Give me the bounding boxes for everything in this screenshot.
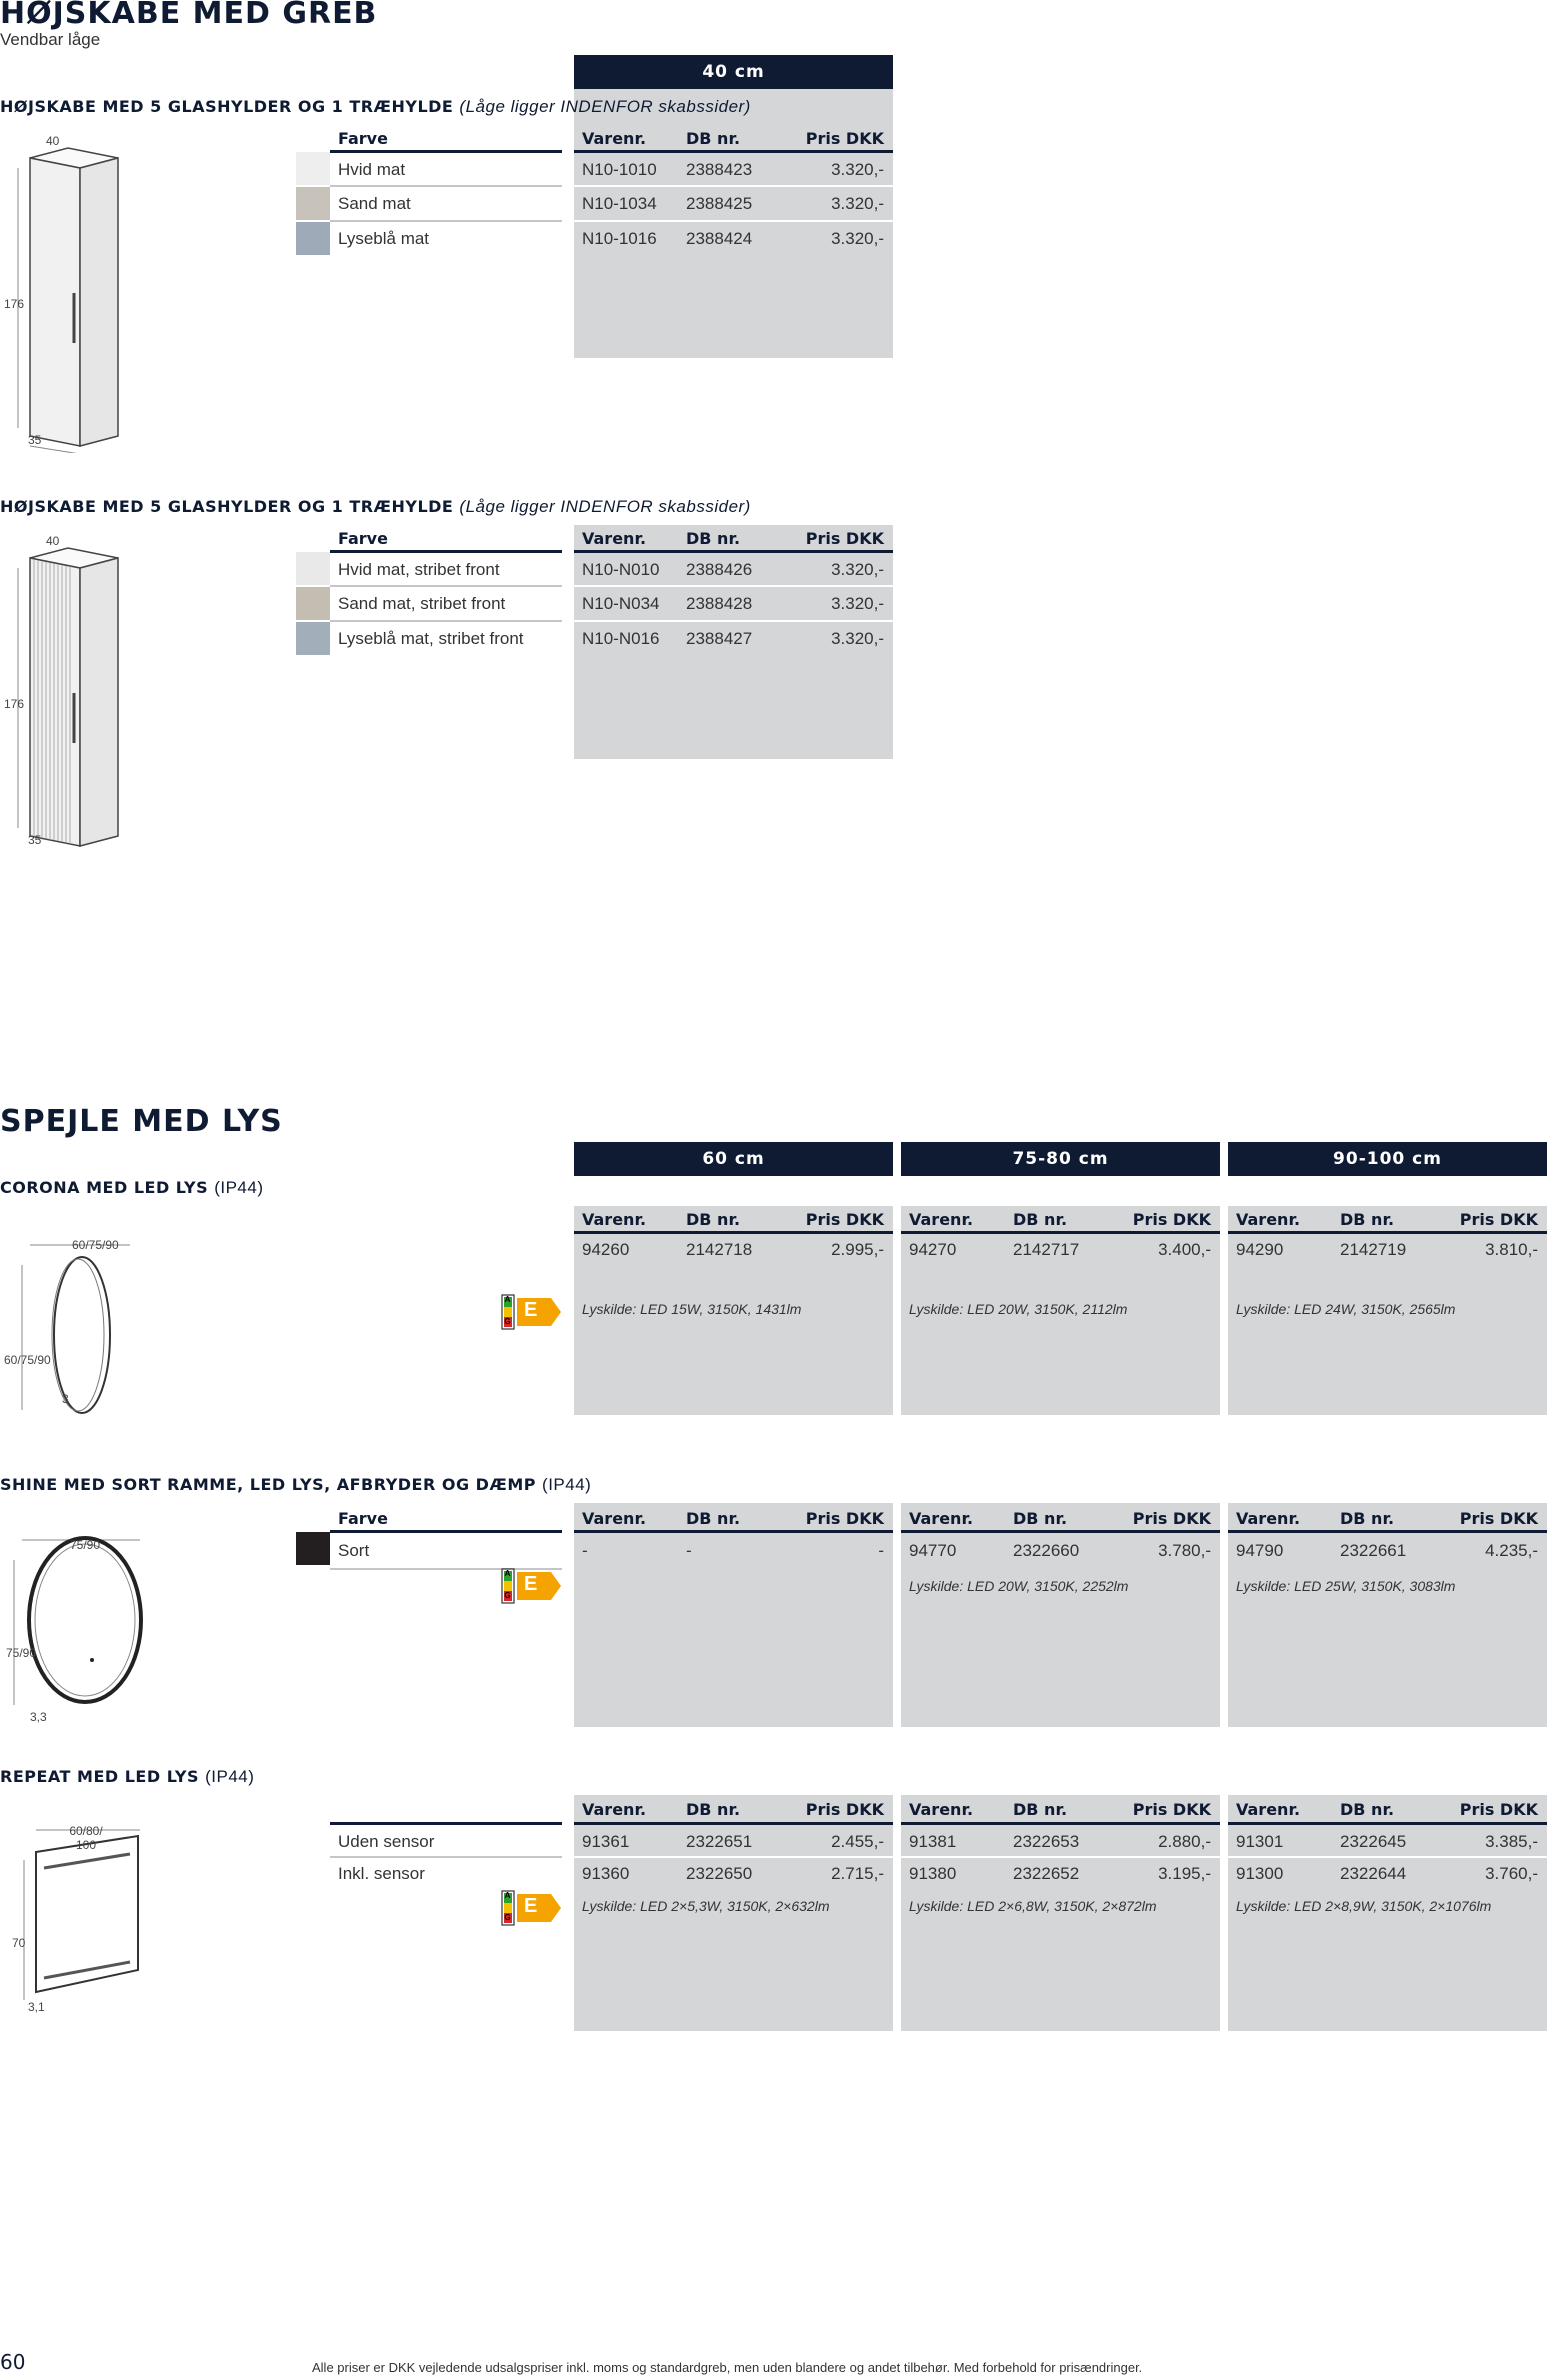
divider — [1228, 1530, 1547, 1533]
divider — [1228, 1822, 1547, 1825]
row-label: Inkl. sensor — [338, 1864, 425, 1883]
table-cell: 4.235,- — [1485, 1541, 1538, 1560]
col-header-varenr: Varenr. — [1236, 1800, 1301, 1819]
table-cell: 94270 — [909, 1240, 957, 1259]
table-cell: 94260 — [582, 1240, 630, 1259]
cabinet-drawing — [0, 128, 130, 453]
price-column-bg — [574, 1503, 893, 1727]
table-cell: 91381 — [909, 1832, 957, 1851]
dim-height: 176 — [4, 297, 25, 311]
table-cell: Hvid mat — [338, 160, 406, 179]
section-title-text: HØJSKABE MED 5 GLASHYLDER OG 1 TRÆHYLDE — [0, 497, 454, 516]
col-header-varenr: Varenr. — [582, 129, 647, 148]
table-cell: 3.400,- — [1158, 1240, 1211, 1259]
table-cell: 2388428 — [686, 594, 753, 613]
divider — [574, 220, 893, 222]
divider — [330, 620, 562, 622]
energy-scale-top: A — [504, 1891, 511, 1900]
table-cell: N10-1010 — [582, 160, 657, 179]
dim-height: 75/90 — [6, 1646, 37, 1660]
col-header-dbnr: DB nr. — [686, 1800, 741, 1819]
table-cell: 3.320,- — [831, 160, 884, 179]
round-mirror-drawing — [0, 1225, 140, 1415]
table-cell: - — [686, 1541, 692, 1560]
section-title-text: HØJSKABE MED 5 GLASHYLDER OG 1 TRÆHYLDE — [0, 97, 454, 116]
col-header-varenr: Varenr. — [909, 1210, 974, 1229]
table-cell: N10-1034 — [582, 194, 657, 213]
dim-depth: 35 — [28, 833, 42, 847]
divider — [901, 1231, 1220, 1234]
table-cell: 3.810,- — [1485, 1240, 1538, 1259]
col-header-dbnr: DB nr. — [686, 529, 741, 548]
table-cell: 2322661 — [1340, 1541, 1407, 1560]
table-cell: 91300 — [1236, 1864, 1284, 1883]
divider — [330, 150, 562, 153]
table-cell: 2388423 — [686, 160, 753, 179]
energy-scale-bottom: G — [504, 1591, 511, 1600]
dim-height: 176 — [4, 697, 25, 711]
table-cell: 94770 — [909, 1541, 957, 1560]
price-column-bg — [901, 1503, 1220, 1727]
col-header-dbnr: DB nr. — [1013, 1800, 1068, 1819]
divider — [574, 620, 893, 622]
col-header-pris: Pris DKK — [1132, 1800, 1211, 1819]
dim-height: 60/75/90 — [4, 1353, 51, 1367]
table-cell: N10-N034 — [582, 594, 660, 613]
table-cell: 3.320,- — [831, 594, 884, 613]
table-cell: 91380 — [909, 1864, 957, 1883]
table-cell: 3.780,- — [1158, 1541, 1211, 1560]
col-header-farve: Farve — [338, 529, 388, 548]
dim-diameter: 75/90 — [70, 1538, 101, 1552]
table-cell: 2388425 — [686, 194, 753, 213]
table-cell: N10-1016 — [582, 229, 657, 248]
section-title — [0, 497, 751, 517]
table-cell: 3.320,- — [831, 229, 884, 248]
table-cell: 2388424 — [686, 229, 753, 248]
col-header-dbnr: DB nr. — [1340, 1800, 1395, 1819]
energy-class: E — [524, 1573, 538, 1595]
table-cell: - — [582, 1541, 588, 1560]
table-cell: Sort — [338, 1541, 370, 1560]
table-cell: 2322650 — [686, 1864, 753, 1883]
section-title-text: CORONA MED LED LYS — [0, 1178, 209, 1197]
col-header-pris: Pris DKK — [1132, 1509, 1211, 1528]
dim-depth: 3,1 — [28, 2000, 45, 2014]
size-band-90-100cm: 90-100 cm — [1228, 1142, 1547, 1176]
table-cell: 2142718 — [686, 1240, 753, 1259]
col-header-pris: Pris DKK — [805, 1800, 884, 1819]
table-cell: 2322652 — [1013, 1864, 1080, 1883]
color-swatch-sort — [296, 1532, 330, 1565]
table-cell: 3.760,- — [1485, 1864, 1538, 1883]
dim-depth: 35 — [28, 433, 42, 447]
divider — [901, 1822, 1220, 1825]
table-cell: 2322644 — [1340, 1864, 1407, 1883]
divider — [330, 1530, 562, 1533]
table-cell: 2.715,- — [831, 1864, 884, 1883]
size-band-60cm: 60 cm — [574, 1142, 893, 1176]
ip-rating: (IP44) — [542, 1475, 592, 1494]
table-cell: Lyseblå mat — [338, 229, 430, 248]
col-header-varenr: Varenr. — [582, 1509, 647, 1528]
section-heading-mirrors: SPEJLE MED LYS — [0, 1104, 283, 1139]
section-title-text: SHINE MED SORT RAMME, LED LYS, AFBRYDER OG DÆMP — [0, 1475, 536, 1494]
table-cell: Sand mat, stribet front — [338, 594, 506, 613]
color-swatch-hvid — [296, 152, 330, 185]
section-title-text: REPEAT MED LED LYS — [0, 1767, 200, 1786]
col-header-varenr: Varenr. — [909, 1509, 974, 1528]
dim-depth: 3 — [62, 1392, 69, 1406]
divider — [330, 185, 562, 187]
table-cell: 2388426 — [686, 560, 753, 579]
col-header-varenr: Varenr. — [582, 529, 647, 548]
color-swatch-sand — [296, 187, 330, 220]
col-header-dbnr: DB nr. — [1013, 1509, 1068, 1528]
col-header-farve: Farve — [338, 1509, 388, 1528]
divider — [1228, 1231, 1547, 1234]
table-cell: 3.195,- — [1158, 1864, 1211, 1883]
section-title — [0, 1178, 263, 1198]
divider — [574, 550, 893, 553]
table-cell: N10-N010 — [582, 560, 660, 579]
divider — [330, 1856, 562, 1858]
section-title — [0, 97, 751, 117]
table-cell: 2322660 — [1013, 1541, 1080, 1560]
table-cell: 91301 — [1236, 1832, 1284, 1851]
light-source: Lyskilde: LED 24W, 3150K, 2565lm — [1236, 1301, 1456, 1317]
col-header-pris: Pris DKK — [1459, 1509, 1538, 1528]
section-note: (Låge ligger INDENFOR skabssider) — [459, 497, 751, 516]
size-band-75-80cm: 75-80 cm — [901, 1142, 1220, 1176]
col-header-pris: Pris DKK — [805, 1210, 884, 1229]
light-source: Lyskilde: LED 20W, 3150K, 2112lm — [909, 1301, 1128, 1317]
table-cell: Hvid mat, stribet front — [338, 560, 500, 579]
divider — [330, 1822, 562, 1825]
table-cell: 91361 — [582, 1832, 630, 1851]
row-label: Uden sensor — [338, 1832, 435, 1851]
footer-disclaimer: Alle priser er DKK vejledende udsalgspriser inkl. moms og standardgreb, men uden blandere og andet tilbehør. Med forbehold for prisændringer. — [312, 2360, 1143, 2375]
table-cell: 2142719 — [1340, 1240, 1407, 1259]
section-title — [0, 1475, 591, 1495]
ip-rating: (IP44) — [205, 1767, 255, 1786]
light-source: Lyskilde: LED 15W, 3150K, 1431lm — [582, 1301, 802, 1317]
color-swatch-sand-stribet — [296, 587, 330, 620]
table-cell: N10-N016 — [582, 629, 660, 648]
col-header-pris: Pris DKK — [1132, 1210, 1211, 1229]
light-source: Lyskilde: LED 25W, 3150K, 3083lm — [1236, 1578, 1456, 1594]
col-header-dbnr: DB nr. — [1340, 1210, 1395, 1229]
divider — [574, 1530, 893, 1533]
col-header-dbnr: DB nr. — [686, 129, 741, 148]
col-header-dbnr: DB nr. — [686, 1509, 741, 1528]
energy-scale-top: A — [504, 1295, 511, 1304]
table-cell: Lyseblå mat, stribet front — [338, 629, 524, 648]
table-cell: 2322651 — [686, 1832, 753, 1851]
divider — [574, 1231, 893, 1234]
energy-scale-bottom: G — [504, 1913, 511, 1922]
page-subtitle: Vendbar låge — [0, 30, 101, 49]
dim-width: 40 — [46, 134, 60, 148]
cabinet-striped-drawing — [0, 528, 130, 853]
divider — [574, 150, 893, 153]
table-cell: - — [878, 1541, 884, 1560]
table-cell: 2142717 — [1013, 1240, 1080, 1259]
table-cell: 2322653 — [1013, 1832, 1080, 1851]
divider — [574, 1856, 1547, 1858]
dim-width: 60/80/ 100 — [69, 1824, 103, 1852]
col-header-varenr: Varenr. — [909, 1800, 974, 1819]
col-header-pris: Pris DKK — [805, 529, 884, 548]
table-cell: 3.320,- — [831, 560, 884, 579]
col-header-dbnr: DB nr. — [1013, 1210, 1068, 1229]
dim-width: 40 — [46, 534, 60, 548]
divider — [330, 220, 562, 222]
divider — [901, 1530, 1220, 1533]
table-cell: 2322645 — [1340, 1832, 1407, 1851]
light-source: Lyskilde: LED 20W, 3150K, 2252lm — [909, 1578, 1129, 1594]
table-cell: 3.320,- — [831, 629, 884, 648]
col-header-pris: Pris DKK — [805, 129, 884, 148]
divider — [574, 1822, 893, 1825]
col-header-dbnr: DB nr. — [1340, 1509, 1395, 1528]
table-cell: 3.385,- — [1485, 1832, 1538, 1851]
light-source: Lyskilde: LED 2×5,3W, 3150K, 2×632lm — [582, 1898, 830, 1914]
light-source: Lyskilde: LED 2×6,8W, 3150K, 2×872lm — [909, 1898, 1157, 1914]
table-cell: 3.320,- — [831, 194, 884, 213]
light-source: Lyskilde: LED 2×8,9W, 3150K, 2×1076lm — [1236, 1898, 1492, 1914]
table-cell: 2388427 — [686, 629, 753, 648]
energy-scale-top: A — [504, 1569, 511, 1578]
divider — [330, 550, 562, 553]
section-title — [0, 1767, 254, 1787]
divider — [574, 185, 893, 187]
energy-scale-bottom: G — [504, 1317, 511, 1326]
price-column-bg — [1228, 1503, 1547, 1727]
col-header-varenr: Varenr. — [582, 1210, 647, 1229]
table-cell: Sand mat — [338, 194, 411, 213]
table-cell: 2.455,- — [831, 1832, 884, 1851]
dim-diameter: 60/75/90 — [72, 1238, 119, 1252]
ip-rating: (IP44) — [214, 1178, 264, 1197]
dim-depth: 3,3 — [30, 1710, 47, 1724]
col-header-varenr: Varenr. — [582, 1800, 647, 1819]
color-swatch-lyseblaa-stribet — [296, 622, 330, 655]
price-column-bg — [574, 86, 893, 358]
page-title: HØJSKABE MED GREB — [0, 0, 378, 31]
color-swatch-lyseblaa — [296, 222, 330, 255]
col-header-varenr: Varenr. — [1236, 1509, 1301, 1528]
divider — [574, 585, 893, 587]
table-cell: 2.880,- — [1158, 1832, 1211, 1851]
divider — [330, 585, 562, 587]
col-header-pris: Pris DKK — [805, 1509, 884, 1528]
dim-height: 70 — [12, 1936, 26, 1950]
col-header-farve: Farve — [338, 129, 388, 148]
col-header-pris: Pris DKK — [1459, 1210, 1538, 1229]
table-cell: 2.995,- — [831, 1240, 884, 1259]
col-header-pris: Pris DKK — [1459, 1800, 1538, 1819]
page-number: 60 — [0, 2350, 26, 2374]
section-note: (Låge ligger INDENFOR skabssider) — [459, 97, 751, 116]
energy-class: E — [524, 1895, 538, 1917]
table-cell: 94290 — [1236, 1240, 1284, 1259]
energy-class: E — [524, 1299, 538, 1321]
col-header-dbnr: DB nr. — [686, 1210, 741, 1229]
table-cell: 94790 — [1236, 1541, 1284, 1560]
size-band-40cm: 40 cm — [574, 55, 893, 89]
color-swatch-hvid-stribet — [296, 552, 330, 585]
col-header-varenr: Varenr. — [1236, 1210, 1301, 1229]
table-cell: 91360 — [582, 1864, 630, 1883]
